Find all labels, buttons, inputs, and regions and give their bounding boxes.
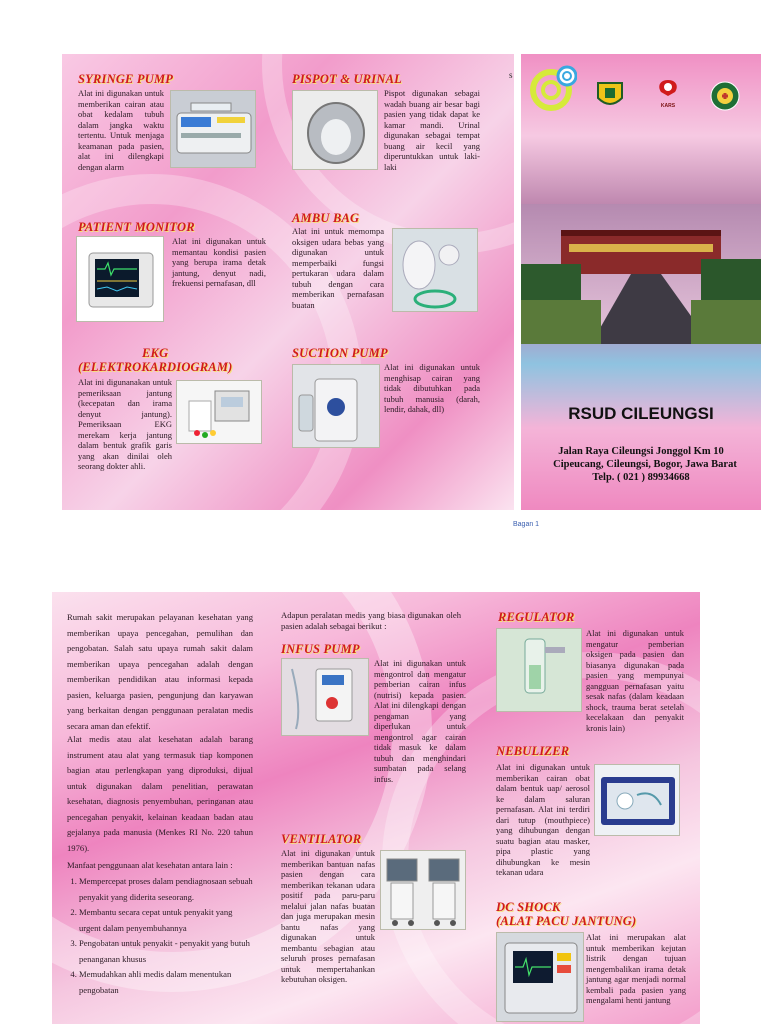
pispot-urinal-heading: PISPOT & URINAL — [292, 72, 402, 86]
cover-address-line1: Jalan Raya Cileungsi Jonggol Km 10 — [558, 446, 724, 457]
cover-address-line2: Cipeucang, Cileungsi, Bogor, Jawa Barat — [553, 459, 737, 470]
ambu-bag-text: Alat ini untuk memompa oksigen udara bebas yang digunakan untuk memperbaiki fungsi pertukaran udara dalam tubuh dengan cara memberikan pernafasan buatan — [292, 226, 384, 310]
ventilator-heading: VENTILATOR — [281, 832, 362, 846]
kars-logo — [651, 78, 685, 112]
dc-shock-heading: DC SHOCK — [496, 900, 561, 914]
benefits-title: Manfaat penggunaan alat kesehatan antara lain : — [67, 860, 233, 870]
patient-monitor-text: Alat ini digunakan untuk memantau kondisi pasien yang berupa irama detak jantung, denyut nadi, frekuensi pernafasan, dll — [172, 236, 266, 288]
benefits-list — [67, 874, 253, 998]
ekg-photo — [176, 380, 262, 444]
ekg-heading: EKG — [142, 346, 169, 360]
ventilator-photo — [380, 850, 466, 930]
list-item: 1. Mempercepat proses dalam pendiagnosaan sebuah penyakit yang diderita seseorang. — [79, 874, 253, 905]
outside-inner-panels — [62, 54, 514, 510]
infus-pump-text: Alat ini digunakan untuk mengontrol dan mengatur pemberian cairan infus (nutrisi) kepada pasien. Alat ini dilengkapi dengan pengaman yang diperlukan untuk mengontrol agar cairan tidak masuk ke dalam tubuh dan menghindari sumbatan pada selang infus. — [374, 658, 466, 784]
sheet-label: Bagan 1 — [513, 521, 540, 528]
suction-pump-heading: SUCTION PUMP — [292, 346, 388, 360]
inside-panels — [52, 592, 700, 1024]
hospital-building-photo — [521, 204, 761, 344]
regulator-text: Alat ini digunakan untuk mengatur pemberian oksigen pada pasien dan biasanya digunakan pada pasien yang mempunyai gangguan pernafasan yaitu sesak nafas (dalam keadaan shock, trauma berat setelah kecelakaan dan penyakit kronis lain) — [586, 628, 684, 733]
syringe-pump-heading: SYRINGE PUMP — [78, 72, 174, 86]
cover-panel — [521, 54, 761, 510]
infus-pump-heading: INFUS PUMP — [281, 642, 360, 656]
ambu-bag-photo — [392, 228, 478, 312]
intro-paragraph-2: Alat medis atau alat kesehatan adalah barang instrument atau alat yang termasuk tiap komponen bagian atau perlengkapan yang diproduksi, dijual untuk digunakan dalam penelitian, perawatan kesehatan, diagnosis penyembuhan, peringanan atau pencegahan penyakit, kelainan keadaan badan atau gejalanya pada manusia (Menkes RI No. 220 tahun 1976). — [67, 734, 253, 853]
regulator-photo — [496, 628, 582, 712]
bogor-regency-logo — [595, 80, 625, 110]
ekg-subheading: (ELEKTROKARDIOGRAM) — [78, 360, 233, 374]
list-item: 2. Membantu secara cepat untuk penyakit yang urgent dalam penyembuhannya — [79, 905, 253, 936]
equipment-lead: Adapun peralatan medis yang biasa digunakan oleh pasien adalah sebagai berikut : — [281, 610, 461, 631]
nebulizer-text: Alat ini digunakan untuk memberikan cairan obat dalam bentuk uap/ aerosol ke dalam saluran pernafasan. Alat ini terdiri dari tutup (mouthpiece) yang dihubungan dengan suatu bagian atau masker, pipa plastic yang dihubungkan ke mesin tekanan udara — [496, 762, 590, 877]
nebulizer-heading: NEBULIZER — [496, 744, 570, 758]
nebulizer-photo — [594, 764, 680, 836]
dc-shock-text: Alat ini merupakan alat untuk memberikan kejutan listrik dengan tujuan mengembalikan irama detak jantung agar menjadi normal kembali pada pasien yang mengalami henti jantung — [586, 932, 686, 1005]
suction-pump-text: Alat ini digunakan untuk menghisap cairan yang tidak dibutuhkan pada tubuh manusia (darah, lendir, dahak, dll) — [384, 362, 480, 414]
list-item: 4. Memudahkan ahli medis dalam menentukan pengobatan — [79, 967, 253, 998]
dc-shock-photo — [496, 932, 584, 1022]
pispot-urinal-text: Pispot digunakan sebagai wadah buang air besar bagi pasien yang tidak dapat ke kamar mandi. Urinal digunakan sebagai tempat buang air kecil yang diperuntukkan untuk laki-laki — [384, 88, 480, 172]
ekg-text: Alat ini digunanakan untuk pemeriksaan jantung (kecepatan dan irama denyut jantung). Pemeriksaan EKG merekam kerja jantung dalam bentuk grafik garis yang akan dinilai oleh seorang dokter ahli. — [78, 377, 172, 471]
regulator-heading: REGULATOR — [498, 610, 575, 624]
ambu-bag-heading: AMBU BAG — [292, 211, 360, 225]
dc-shock-subheading: (ALAT PACU JANTUNG) — [496, 914, 637, 928]
health-ministry-logo — [709, 80, 741, 112]
syringe-pump-photo — [170, 90, 256, 168]
hospital-logo — [529, 64, 577, 112]
patient-monitor-heading: PATIENT MONITOR — [78, 220, 195, 234]
patient-monitor-photo — [76, 236, 164, 322]
pispot-photo — [292, 90, 378, 170]
stray-char: s — [509, 70, 513, 80]
ventilator-text: Alat ini digunakan untuk memberikan bantuan nafas pasien dengan cara memberikan tekanan udara positif pada paru-paru melalui jalan nafas buatan dan juga merupakan mesin bantu nafas yang digunakan untuk membantu sebagian atau seluruh proses pernafasan untuk mempertahankan kebutuhan oksigen. — [281, 848, 375, 984]
suction-pump-photo — [292, 364, 380, 448]
list-item: 3. Pengobatan untuk penyakit - penyakit yang butuh penanganan khusus — [79, 936, 253, 967]
intro-paragraph-1: Rumah sakit merupakan pelayanan kesehatan yang memberikan upaya pencegahan, pemulihan dan pengobatan. Salah satu upaya rumah sakit dalam memberikan upaya pencegahan adalah dengan memberikan pendidikan atau informasi kepada pasien, keluarga pasien, pengunjung dan karyawan yang berkaitan dengan penggunaan peralatan medis secara aman dan efektif. — [67, 612, 253, 731]
infus-pump-photo — [281, 658, 369, 736]
syringe-pump-text: Alat ini digunakan untuk memberikan cairan atau obat kedalam tubuh dalam jangka waktu tertentu. Untuk menjaga keamanan pada pasien, alat ini dilengkapi dengan alarm — [78, 88, 164, 172]
cover-hospital-name: RSUD CILEUNGSI — [568, 404, 714, 423]
cover-phone: Telp. ( 021 ) 89934668 — [592, 472, 690, 483]
kars-logo-text: KARS — [660, 103, 676, 109]
